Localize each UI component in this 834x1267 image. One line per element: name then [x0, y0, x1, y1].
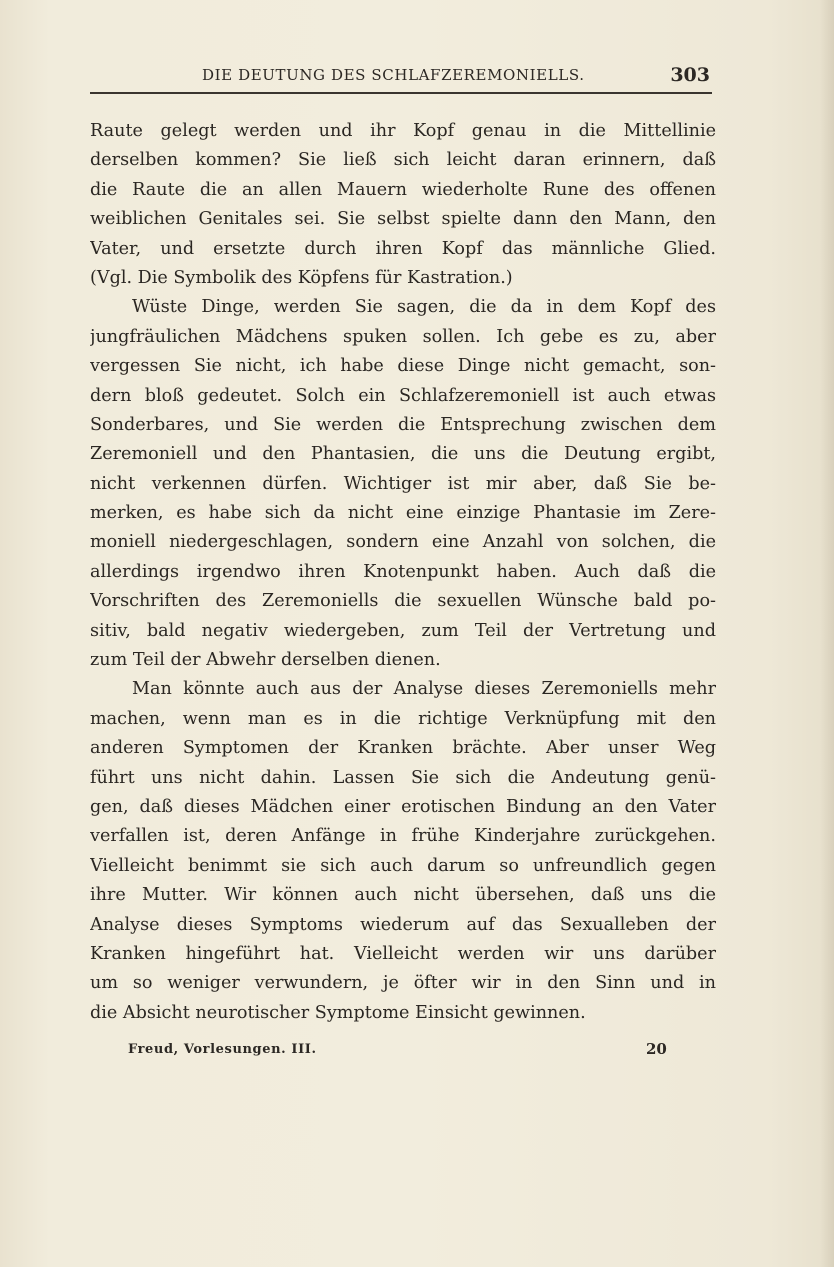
text-line: allerdings irgendwo ihren Knotenpunkt haben. Auch daß die — [90, 561, 716, 582]
running-title: DIE DEUTUNG DES SCHLAFZEREMONIELLS. — [202, 66, 585, 84]
text-line: machen, wenn man es in die richtige Verknüpfung mit den — [90, 708, 716, 729]
signature-number: 20 — [646, 1040, 667, 1058]
text-line: die Raute die an allen Mauern wiederholte Rune des offenen — [90, 179, 716, 200]
text-line: jungfräulichen Mädchens spuken sollen. Ich gebe es zu, aber — [90, 326, 716, 347]
page-edge-shadow — [820, 0, 834, 1267]
signature-mark: Freud, Vorlesungen. III. — [128, 1042, 317, 1057]
text-line: moniell niedergeschlagen, sondern eine Anzahl von solchen, die — [90, 532, 716, 553]
text-line: merken, es habe sich da nicht eine einzige Phantasie im Zere- — [90, 503, 716, 524]
text-line: Vorschriften des Zeremoniells die sexuellen Wünsche bald po- — [90, 591, 716, 612]
text-line: Analyse dieses Symptoms wiederum auf das Sexualleben der — [90, 914, 716, 935]
text-line: führt uns nicht dahin. Lassen Sie sich die Andeutung genü- — [90, 767, 716, 788]
text-line: vergessen Sie nicht, ich habe diese Dinge nicht gemacht, son- — [90, 356, 716, 377]
text-line: anderen Symptomen der Kranken brächte. Aber unser Weg — [90, 738, 716, 759]
text-line: verfallen ist, deren Anfänge in frühe Kinderjahre zurückgehen. — [90, 826, 716, 847]
page-number: 303 — [670, 64, 710, 86]
paragraph-start-line: Man könnte auch aus der Analyse dieses Zeremoniells mehr — [132, 679, 716, 700]
text-line: Raute gelegt werden und ihr Kopf genau in die Mittellinie — [90, 121, 716, 141]
text-line: (Vgl. Die Symbolik des Köpfens für Kastration.) — [90, 267, 513, 288]
text-line: Kranken hingeführt hat. Vielleicht werden wir uns darüber — [90, 943, 716, 964]
text-line: nicht verkennen dürfen. Wichtiger ist mir aber, daß Sie be- — [90, 473, 716, 494]
text-line: ihre Mutter. Wir können auch nicht übersehen, daß uns die — [90, 885, 716, 906]
text-line: Vater, und ersetzte durch ihren Kopf das männliche Glied. — [90, 238, 716, 259]
text-line: Zeremoniell und den Phantasien, die uns die Deutung ergibt, — [90, 444, 716, 465]
text-line: sitiv, bald negativ wiedergeben, zum Teil der Vertretung und — [90, 620, 716, 641]
page-header — [90, 64, 712, 92]
text-line: Sonderbares, und Sie werden die Entsprechung zwischen dem — [90, 414, 716, 435]
paragraph-start-line: Wüste Dinge, werden Sie sagen, die da in dem Kopf des — [132, 297, 716, 318]
text-line: derselben kommen? Sie ließ sich leicht daran erinnern, daß — [90, 150, 716, 171]
text-line: gen, daß dieses Mädchen einer erotischen Bindung an den Vater — [90, 796, 716, 817]
page-footer — [128, 1040, 668, 1064]
text-line: zum Teil der Abwehr derselben dienen. — [90, 650, 441, 671]
body-text — [90, 117, 716, 1028]
text-line: die Absicht neurotischer Symptome Einsicht gewinnen. — [90, 1002, 586, 1023]
text-line: Vielleicht benimmt sie sich auch darum so unfreundlich gegen — [90, 855, 716, 876]
text-line: weiblichen Genitales sei. Sie selbst spielte dann den Mann, den — [90, 209, 716, 230]
text-line: um so weniger verwundern, je öfter wir in den Sinn und in — [90, 973, 716, 994]
header-rule — [90, 92, 712, 94]
text-line: dern bloß gedeutet. Solch ein Schlafzeremoniell ist auch etwas — [90, 385, 716, 406]
